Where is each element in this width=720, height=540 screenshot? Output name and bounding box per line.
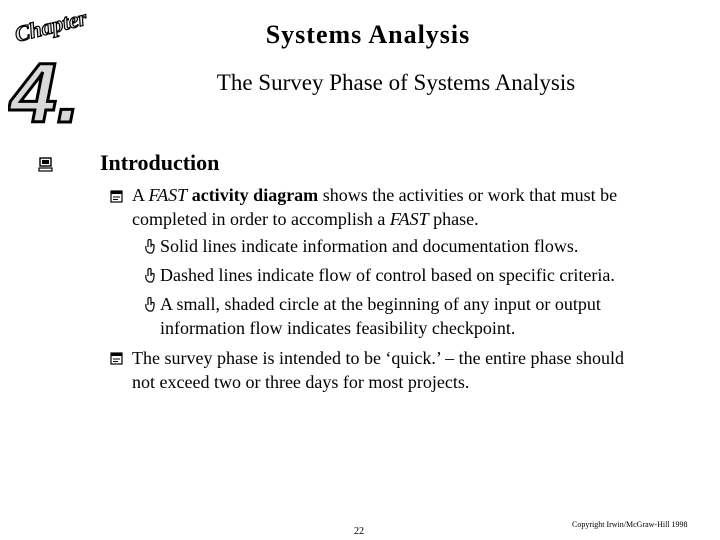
window-bullet-icon — [110, 352, 123, 365]
pointing-finger-icon — [144, 239, 155, 254]
bullet-fast-activity-diagram — [132, 183, 672, 231]
subbullet-dashed-lines: Dashed lines indicate flow of control based on specific criteria. — [160, 265, 615, 285]
chapter-numeral: 4. — [10, 46, 81, 130]
subbullet-shaded-circle: A small, shaded circle at the beginning of any input or output information flow indicates feasibility checkpoint. — [160, 294, 601, 338]
text-post: phase. — [428, 209, 479, 229]
slide-title: Systems Analysis — [265, 20, 471, 49]
bullet-survey-phase: The survey phase is intended to be ‘quick.’ – the entire phase should not exceed two or three days for most projects. — [132, 348, 625, 392]
slide-subtitle: The Survey Phase of Systems Analysis — [216, 70, 576, 95]
copyright-notice: Copyright Irwin/McGraw-Hill 1998 — [572, 520, 688, 529]
text-mid: shows the activities or work that must be completed in order to accomplish a — [132, 185, 618, 229]
subbullet-solid-lines: Solid lines indicate information and documentation flows. — [160, 236, 579, 256]
page-number: 22 — [354, 526, 364, 537]
heading-introduction: Introduction — [100, 150, 220, 175]
fast-term: FAST — [148, 185, 188, 205]
window-bullet-icon — [110, 190, 123, 203]
fast-term-2: FAST — [389, 209, 429, 229]
pointing-finger-icon — [144, 268, 155, 283]
chapter-word: Chapter — [12, 4, 90, 47]
activity-diagram-term: activity diagram — [187, 185, 319, 205]
pointing-finger-icon — [144, 297, 155, 312]
computer-bullet-icon — [38, 157, 53, 172]
chapter-4-logo — [8, 4, 108, 130]
text-pre: A — [132, 185, 149, 205]
